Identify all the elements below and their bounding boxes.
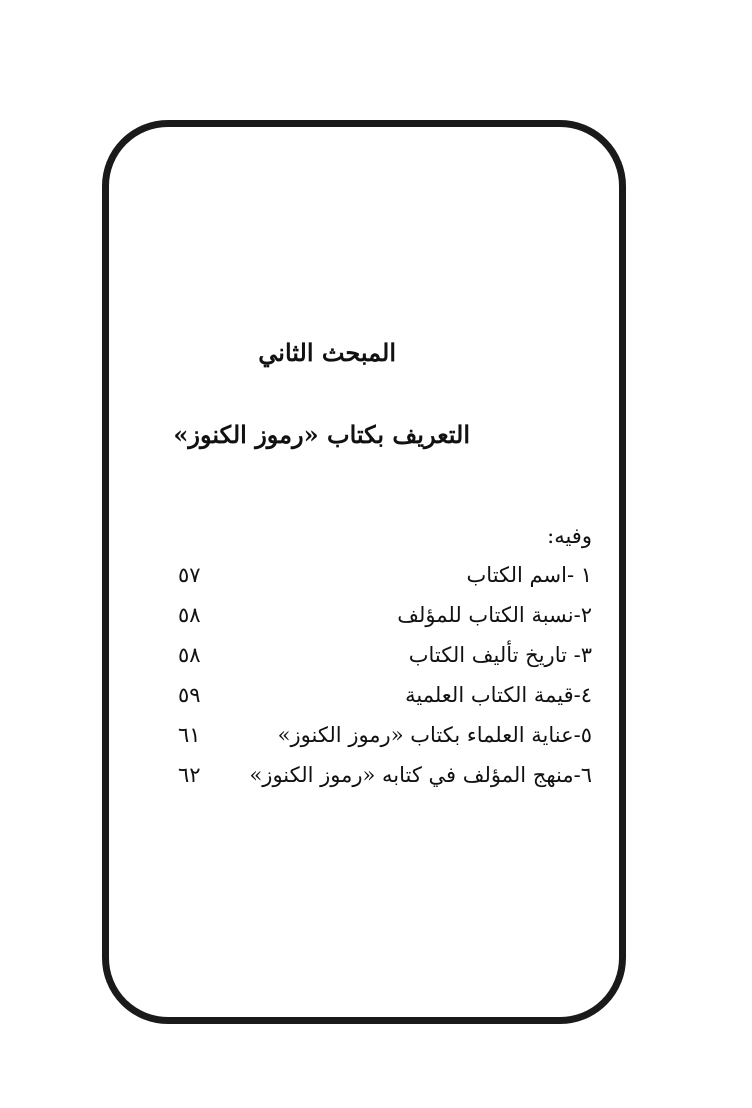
toc-entry-6 bbox=[178, 763, 592, 803]
toc-entry-page-number: ٦٢ bbox=[178, 763, 201, 787]
contents-intro: وفيه: bbox=[547, 524, 592, 548]
toc-entry-page-number: ٦١ bbox=[178, 723, 201, 747]
toc-entry-5 bbox=[178, 723, 592, 763]
toc-entry-title: ٢-نسبة الكتاب للمؤلف bbox=[397, 603, 592, 627]
toc-entry-title: ٣- تاريخ تأليف الكتاب bbox=[408, 643, 592, 667]
table-of-contents bbox=[178, 563, 592, 803]
toc-entry-3 bbox=[178, 643, 592, 683]
toc-entry-page-number: ٥٨ bbox=[178, 643, 201, 667]
toc-entry-page-number: ٥٧ bbox=[178, 563, 201, 587]
toc-entry-title: ١ -اسم الكتاب bbox=[466, 563, 592, 587]
section-subheading: التعريف بكتاب «رموز الكنوز» bbox=[173, 420, 470, 449]
section-heading: المبحث الثاني bbox=[258, 338, 396, 367]
toc-entry-page-number: ٥٩ bbox=[178, 683, 201, 707]
toc-entry-4 bbox=[178, 683, 592, 723]
toc-entry-title: ٦-منهج المؤلف في كتابه «رموز الكنوز» bbox=[249, 763, 592, 787]
toc-entry-2 bbox=[178, 603, 592, 643]
toc-entry-title: ٤-قيمة الكتاب العلمية bbox=[405, 683, 592, 707]
toc-entry-page-number: ٥٨ bbox=[178, 603, 201, 627]
toc-entry-1 bbox=[178, 563, 592, 603]
toc-entry-title: ٥-عناية العلماء بكتاب «رموز الكنوز» bbox=[277, 723, 592, 747]
